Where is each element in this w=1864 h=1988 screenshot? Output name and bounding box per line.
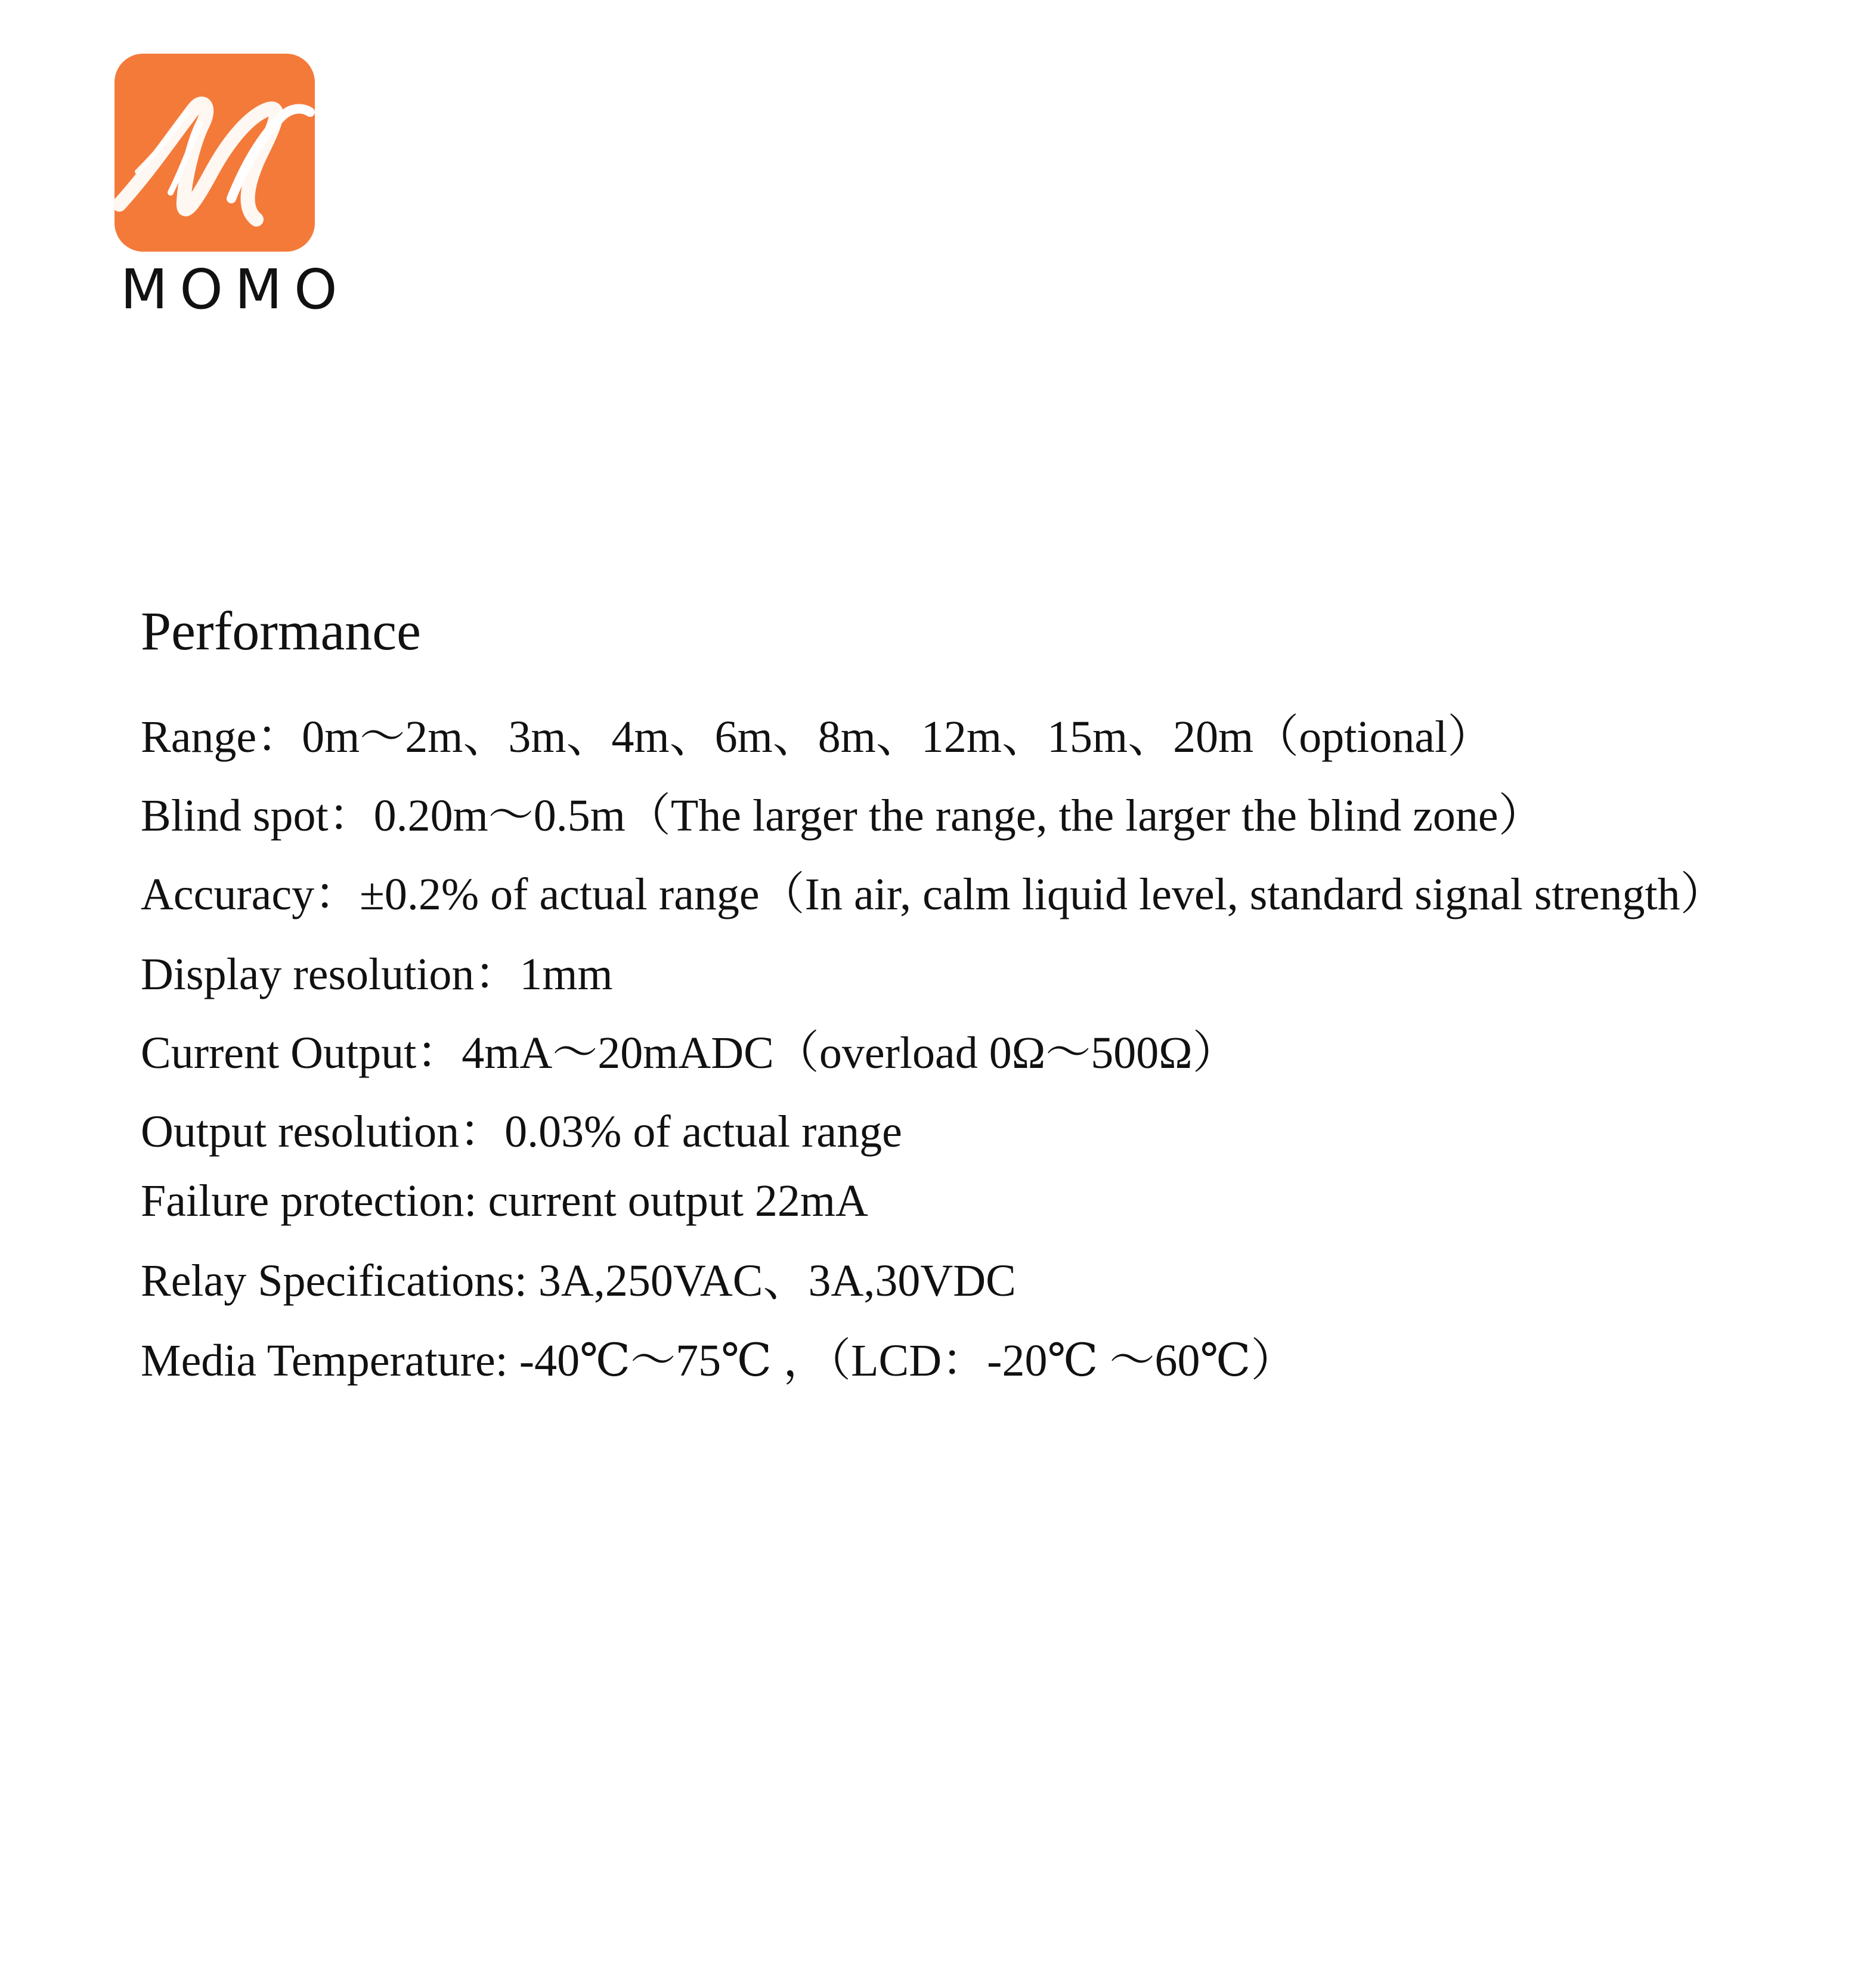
spec-output-resolution: Output resolution：0.03% of actual range — [141, 1107, 902, 1157]
momo-m-logo-icon — [113, 52, 316, 253]
spec-blind-spot: Blind spot：0.20m～0.5m（The larger the range, the larger the blind zone） — [141, 791, 1544, 841]
spec-display-resolution: Display resolution：1mm — [141, 949, 613, 999]
spec-failure-protection: Failure protection: current output 22mA — [141, 1176, 868, 1226]
spec-relay-specifications: Relay Specifications: 3A,250VAC、3A,30VDC — [141, 1256, 1016, 1306]
brand-wordmark: MOMO — [120, 258, 349, 321]
spec-media-temperature: Media Temperature: -40℃～75℃ ，（LCD：-20℃ ～60℃） — [141, 1336, 1296, 1386]
spec-current-output: Current Output：4mA～20mADC（overload 0Ω～500Ω） — [141, 1028, 1238, 1078]
section-title: Performance — [141, 600, 421, 661]
spec-range: Range：0m～2m、3m、4m、6m、8m、12m、15m、20m（optional） — [141, 712, 1493, 762]
spec-accuracy: Accuracy：±0.2% of actual range（In air, calm liquid level, standard signal strength） — [141, 869, 1726, 919]
